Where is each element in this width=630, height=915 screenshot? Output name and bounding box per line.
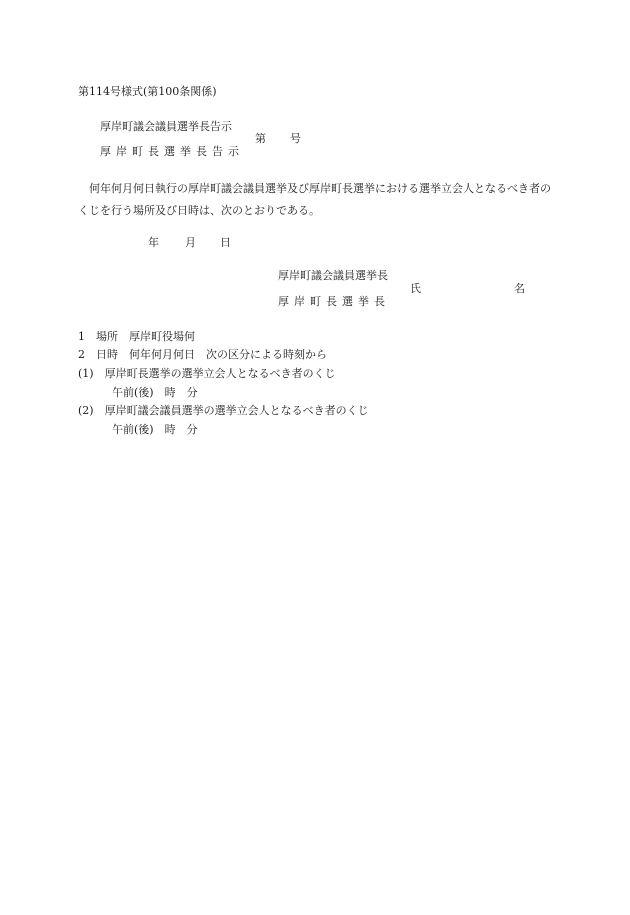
item-sub1: (1) 厚岸町長選挙の選挙立会人となるべき者のくじ: [78, 367, 336, 380]
item-sub1-time: 午前(後) 時 分: [112, 386, 198, 399]
form-label: 第114号様式(第100条関係): [78, 85, 217, 98]
date-year-label: 年: [148, 236, 159, 249]
signature-name-right: 名: [514, 282, 525, 295]
signature-title-assembly: 厚岸町議会議員選挙長: [278, 269, 388, 282]
date-day-label: 日: [220, 236, 231, 249]
notice-title-assembly: 厚岸町議会議員選挙長告示: [100, 120, 232, 133]
item-sub2: (2) 厚岸町議会議員選挙の選挙立会人となるべき者のくじ: [78, 404, 369, 417]
item-datetime: 2 日時 何年何月何日 次の区分による時刻から: [78, 348, 327, 361]
item-place: 1 場所 厚岸町役場何: [78, 330, 195, 343]
notice-number-prefix: 第: [255, 132, 266, 145]
signature-name-left: 氏: [410, 282, 421, 295]
notice-number-suffix: 号: [290, 132, 301, 145]
signature-title-mayor: 厚岸町長選挙長: [278, 295, 390, 308]
body-paragraph: 何年何月何日執行の厚岸町議会議員選挙及び厚岸町長選挙における選挙立会人となるべき者のくじを行う場所及び日時は、次のとおりである。: [78, 182, 551, 217]
notice-title-mayor: 厚岸町長選挙長告示: [100, 145, 244, 158]
date-month-label: 月: [185, 236, 196, 249]
item-sub2-time: 午前(後) 時 分: [112, 423, 198, 436]
